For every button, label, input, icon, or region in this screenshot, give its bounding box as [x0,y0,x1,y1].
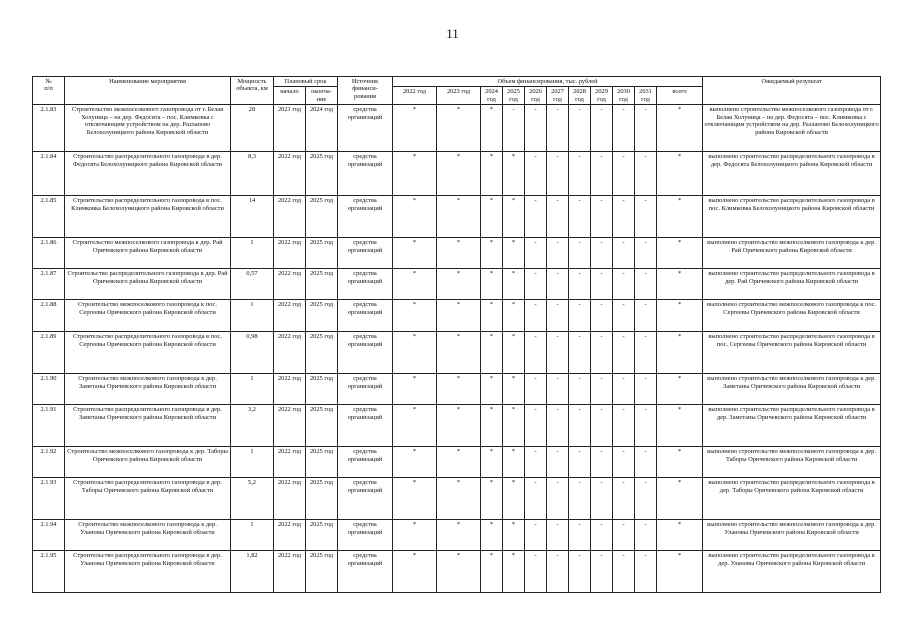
event-name: Строительство распределительного газопровода в дер. Федосята Белохолуницкого района Кировской области [65,152,231,196]
year-mark: - [525,105,547,152]
year-mark: - [591,300,613,332]
year-mark: * [437,196,481,238]
event-name: Строительство межпоселкового газопровода к пос. Сергеевы Оричевского района Кировской области [65,300,231,332]
row-number: 2.1.91 [33,405,65,447]
year-mark: - [569,332,591,374]
year-mark: * [481,332,503,374]
year-mark: * [437,374,481,405]
end-year: 2025 год [306,520,338,551]
header-year-2026: 2026 год [525,87,547,105]
year-mark: - [569,520,591,551]
year-mark: - [613,332,635,374]
total-mark: * [657,196,703,238]
header-year-2031: 2031 год [635,87,657,105]
year-mark: - [569,196,591,238]
year-mark: * [503,300,525,332]
year-mark: * [481,152,503,196]
year-mark: - [525,478,547,520]
year-mark: * [503,478,525,520]
funding-source: средства организаций [338,238,393,269]
year-mark: - [547,332,569,374]
end-year: 2025 год [306,374,338,405]
year-mark: * [393,269,437,300]
year-mark: * [503,238,525,269]
header-power: Мощность объекта, км [231,77,274,105]
table-row [33,196,881,238]
year-mark: * [503,374,525,405]
year-mark: * [437,105,481,152]
year-mark: - [547,447,569,478]
capacity-value: 5,2 [231,478,274,520]
capacity-value: 1 [231,238,274,269]
table-row [33,332,881,374]
year-mark: - [547,300,569,332]
year-mark: - [635,405,657,447]
year-mark: - [635,269,657,300]
year-mark: - [569,447,591,478]
event-name: Строительство распределительного газопровода в пос. Климковка Белохолуницкого района Кировской области [65,196,231,238]
year-mark: * [393,105,437,152]
row-number: 2.1.93 [33,478,65,520]
year-mark: * [437,447,481,478]
year-mark: - [525,332,547,374]
year-mark: - [635,238,657,269]
year-mark: * [481,405,503,447]
year-mark: - [613,447,635,478]
year-mark: * [393,447,437,478]
total-mark: * [657,447,703,478]
start-year: 2022 год [274,551,306,593]
year-mark: - [547,520,569,551]
funding-source: средства организаций [338,269,393,300]
year-mark: * [393,520,437,551]
year-mark: - [635,332,657,374]
header-result: Ожидаемый результат [703,77,881,105]
header-year-2025: 2025 год [503,87,525,105]
year-mark: - [591,520,613,551]
header-year-2028: 2028 год [569,87,591,105]
total-mark: * [657,269,703,300]
table-row [33,238,881,269]
year-mark: - [547,405,569,447]
funding-source: средства организаций [338,196,393,238]
start-year: 2022 год [274,238,306,269]
header-year-2024: 2024 год [481,87,503,105]
table-row [33,447,881,478]
page-number: 11 [446,26,459,41]
row-number: 2.1.87 [33,269,65,300]
expected-result: выполнено строительство распределительного газопровода в дер. Заметаны Оричевского района Кировской области [703,405,881,447]
funding-source: средства организаций [338,105,393,152]
start-year: 2022 год [274,332,306,374]
funding-source: средства организаций [338,478,393,520]
event-name: Строительство межпоселкового газопровода к дер. Таборы Оричевского района Кировской области [65,447,231,478]
year-mark: * [481,374,503,405]
funding-source: средства организаций [338,152,393,196]
year-mark: - [569,551,591,593]
row-number: 2.1.83 [33,105,65,152]
row-number: 2.1.92 [33,447,65,478]
year-mark: * [393,332,437,374]
funding-source: средства организаций [338,447,393,478]
year-mark: * [503,269,525,300]
year-mark: - [525,551,547,593]
year-mark: * [437,478,481,520]
capacity-value: 1 [231,447,274,478]
year-mark: - [525,447,547,478]
year-mark: * [393,152,437,196]
total-mark: * [657,374,703,405]
end-year: 2025 год [306,405,338,447]
expected-result: выполнено строительство распределительного газопровода в дер. Федосята Белохолуницкого района Кировской области [703,152,881,196]
year-mark: - [569,300,591,332]
year-mark: - [525,196,547,238]
year-mark: - [547,551,569,593]
expected-result: выполнено строительство межпоселкового газопровода от г. Белая Холуница – на дер. Федосята – пос. Климковка с отключающим устройством на дер. Разлапово Белохолуницкого района Кировской области [703,105,881,152]
header-year-2023: 2023 год [437,87,481,105]
year-mark: - [613,300,635,332]
year-mark: - [635,520,657,551]
year-mark: - [547,374,569,405]
year-mark: * [393,238,437,269]
expected-result: выполнено строительство распределительного газопровода в пос. Климковка Белохолуницкого района Кировской области [703,196,881,238]
year-mark: * [481,238,503,269]
year-mark: - [569,374,591,405]
event-name: Строительство межпоселкового газопровода к дер. Улановы Оричевского района Кировской области [65,520,231,551]
year-mark: - [569,105,591,152]
header-year-2029: 2029 год [591,87,613,105]
event-name: Строительство распределительного газопровода в дер. Рай Оричевского района Кировской области [65,269,231,300]
capacity-value: 28 [231,105,274,152]
start-year: 2022 год [274,300,306,332]
year-mark: * [437,300,481,332]
year-mark: - [569,269,591,300]
end-year: 2025 год [306,238,338,269]
year-mark: - [525,520,547,551]
header-total: всего [657,87,703,105]
table-row [33,374,881,405]
table-row [33,152,881,196]
year-mark: - [525,152,547,196]
start-year: 2022 год [274,478,306,520]
year-mark: * [481,520,503,551]
year-mark: * [503,332,525,374]
start-year: 2022 год [274,447,306,478]
table-row [33,405,881,447]
header-num: № п/п [33,77,65,105]
table-row [33,269,881,300]
year-mark: - [591,105,613,152]
expected-result: выполнено строительство распределительного газопровода в пос. Сергеевы Оричевского района Кировской области [703,332,881,374]
year-mark: - [547,196,569,238]
header-source: Источник финанси- рования [338,77,393,105]
row-number: 2.1.95 [33,551,65,593]
year-mark: - [591,478,613,520]
end-year: 2025 год [306,300,338,332]
year-mark: * [393,551,437,593]
funding-table [32,76,881,593]
table-row [33,478,881,520]
year-mark: * [503,447,525,478]
capacity-value: 1 [231,300,274,332]
expected-result: выполнено строительство распределительного газопровода в дер. Рай Оричевского района Кировской области [703,269,881,300]
start-year: 2022 год [274,374,306,405]
end-year: 2024 год [306,105,338,152]
year-mark: * [437,152,481,196]
year-mark: - [569,238,591,269]
capacity-value: 0,57 [231,269,274,300]
table-row [33,105,881,152]
year-mark: - [525,374,547,405]
capacity-value: 1 [231,520,274,551]
capacity-value: 3,2 [231,405,274,447]
year-mark: - [591,269,613,300]
end-year: 2025 год [306,332,338,374]
year-mark: - [591,447,613,478]
year-mark: * [437,520,481,551]
start-year: 2021 год [274,105,306,152]
event-name: Строительство распределительного газопровода в дер. Улановы Оричевского района Кировской области [65,551,231,593]
year-mark: * [393,374,437,405]
total-mark: * [657,551,703,593]
capacity-value: 0,98 [231,332,274,374]
funding-source: средства организаций [338,300,393,332]
year-mark: * [437,551,481,593]
total-mark: * [657,238,703,269]
end-year: 2025 год [306,551,338,593]
funding-source: средства организаций [338,332,393,374]
total-mark: * [657,332,703,374]
row-number: 2.1.84 [33,152,65,196]
funding-source: средства организаций [338,405,393,447]
year-mark: - [613,551,635,593]
expected-result: выполнено строительство межпоселкового газопровода к дер. Таборы Оричевского района Кировской области [703,447,881,478]
year-mark: - [613,405,635,447]
year-mark: - [613,374,635,405]
year-mark: * [503,520,525,551]
year-mark: - [591,196,613,238]
year-mark: * [437,238,481,269]
year-mark: * [393,405,437,447]
header-year-2027: 2027 год [547,87,569,105]
year-mark: - [525,300,547,332]
year-mark: - [635,300,657,332]
total-mark: * [657,478,703,520]
start-year: 2022 год [274,520,306,551]
year-mark: * [481,478,503,520]
capacity-value: 8,3 [231,152,274,196]
event-name: Строительство межпоселкового газопровода от г. Белая Холуница – на дер. Федосята – пос. Климковка с отключающим устройством на дер. Разлапово Белохолуницкого района Кировской области [65,105,231,152]
expected-result: выполнено строительство межпоселкового газопровода к дер. Заметаны Оричевского района Кировской области [703,374,881,405]
total-mark: * [657,152,703,196]
year-mark: - [635,196,657,238]
header-name: Наименование мероприятия [65,77,231,105]
year-mark: - [525,405,547,447]
capacity-value: 14 [231,196,274,238]
year-mark: - [635,447,657,478]
capacity-value: 1,82 [231,551,274,593]
year-mark: - [635,551,657,593]
row-number: 2.1.85 [33,196,65,238]
year-mark: * [393,196,437,238]
total-mark: * [657,105,703,152]
year-mark: - [569,405,591,447]
total-mark: * [657,520,703,551]
funding-source: средства организаций [338,520,393,551]
year-mark: * [481,551,503,593]
year-mark: - [613,196,635,238]
header-period: Плановый срок [274,77,338,87]
year-mark: * [481,196,503,238]
year-mark: - [591,152,613,196]
row-number: 2.1.89 [33,332,65,374]
year-mark: - [635,152,657,196]
year-mark: * [503,152,525,196]
funding-source: средства организаций [338,374,393,405]
year-mark: - [635,374,657,405]
end-year: 2025 год [306,152,338,196]
start-year: 2022 год [274,269,306,300]
year-mark: * [481,105,503,152]
event-name: Строительство межпоселкового газопровода к дер. Заметаны Оричевского района Кировской области [65,374,231,405]
end-year: 2025 год [306,447,338,478]
header-year-2030: 2030 год [613,87,635,105]
year-mark: - [613,478,635,520]
year-mark: * [481,269,503,300]
total-mark: * [657,300,703,332]
event-name: Строительство межпоселкового газопровода к дер. Рай Оричевского района Кировской области [65,238,231,269]
year-mark: - [591,551,613,593]
year-mark: * [437,405,481,447]
row-number: 2.1.86 [33,238,65,269]
expected-result: выполнено строительство распределительного газопровода в дер. Таборы Оричевского района Кировской области [703,478,881,520]
start-year: 2022 год [274,405,306,447]
funding-source: средства организаций [338,551,393,593]
year-mark: * [437,269,481,300]
event-name: Строительство распределительного газопровода в дер. Таборы Оричевского района Кировской области [65,478,231,520]
year-mark: - [613,238,635,269]
row-number: 2.1.94 [33,520,65,551]
year-mark: - [569,152,591,196]
row-number: 2.1.88 [33,300,65,332]
header-year-2022: 2022 год [393,87,437,105]
year-mark: - [591,374,613,405]
year-mark: * [393,478,437,520]
year-mark: - [503,105,525,152]
year-mark: - [547,105,569,152]
year-mark: - [635,105,657,152]
header-funding: Объем финансирования, тыс. рублей [393,77,703,87]
header-start: начало [274,87,306,105]
capacity-value: 1 [231,374,274,405]
expected-result: выполнено строительство межпоселкового газопровода к пос. Сергеевы Оричевского района Кировской области [703,300,881,332]
event-name: Строительство распределительного газопровода в пос. Сергеевы Оричевского района Кировской области [65,332,231,374]
year-mark: - [591,332,613,374]
header-end: оконча- ние [306,87,338,105]
year-mark: * [437,332,481,374]
year-mark: - [547,478,569,520]
table-row [33,300,881,332]
expected-result: выполнено строительство распределительного газопровода в дер. Улановы Оричевского района Кировской области [703,551,881,593]
year-mark: * [393,300,437,332]
table-row [33,520,881,551]
end-year: 2025 год [306,478,338,520]
year-mark: * [503,405,525,447]
expected-result: выполнено строительство межпоселкового газопровода к дер. Улановы Оричевского района Кировской области [703,520,881,551]
start-year: 2022 год [274,196,306,238]
year-mark: - [547,238,569,269]
year-mark: - [525,269,547,300]
year-mark: - [613,105,635,152]
year-mark: - [613,520,635,551]
expected-result: выполнено строительство межпоселкового газопровода к дер. Рай Оричевского района Кировской области [703,238,881,269]
row-number: 2.1.90 [33,374,65,405]
year-mark: - [635,478,657,520]
year-mark: * [503,551,525,593]
year-mark: - [591,238,613,269]
event-name: Строительство распределительного газопровода в дер. Заметаны Оричевского района Кировской области [65,405,231,447]
year-mark: - [613,152,635,196]
year-mark: - [613,269,635,300]
year-mark: - [591,405,613,447]
year-mark: * [503,196,525,238]
start-year: 2022 год [274,152,306,196]
end-year: 2025 год [306,269,338,300]
year-mark: - [547,152,569,196]
year-mark: - [547,269,569,300]
total-mark: * [657,405,703,447]
year-mark: * [481,300,503,332]
year-mark: - [569,478,591,520]
year-mark: - [525,238,547,269]
year-mark: * [481,447,503,478]
table-row [33,551,881,593]
end-year: 2025 год [306,196,338,238]
